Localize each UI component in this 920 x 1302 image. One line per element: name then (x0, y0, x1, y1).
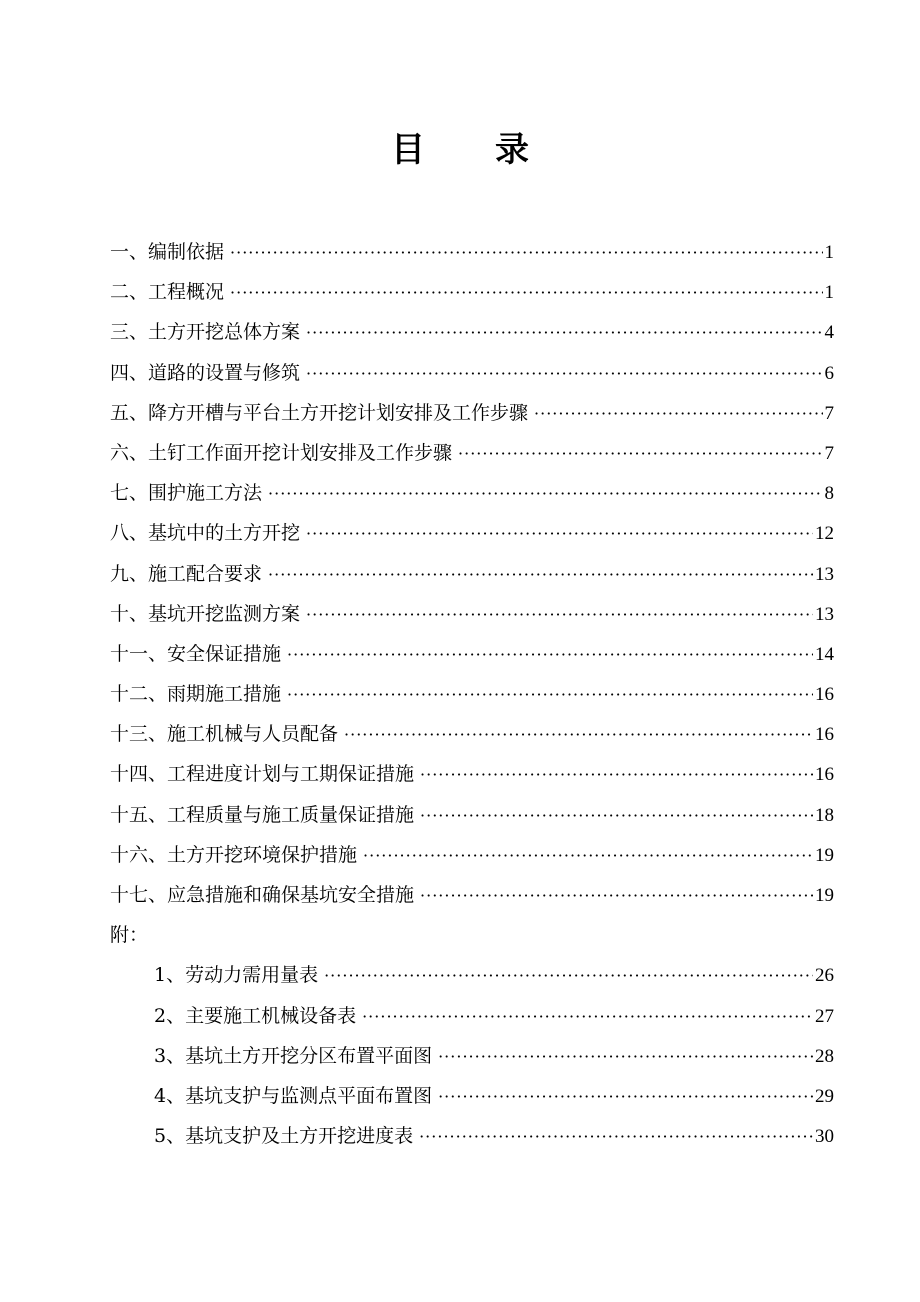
toc-entry[interactable] (110, 1076, 834, 1116)
toc-entry-page-number: 7 (824, 442, 834, 464)
toc-entry-label: 十三、施工机械与人员配备 (110, 723, 339, 746)
toc-entry[interactable] (110, 795, 834, 835)
toc-entry-label: 5、基坑支护及土方开挖进度表 (154, 1125, 414, 1148)
toc-entry-label: 四、道路的设置与修筑 (110, 361, 301, 384)
toc-entry-page-number: 19 (815, 885, 834, 906)
title-char-1: 目 (391, 130, 425, 170)
toc-entry-label: 五、降方开槽与平台土方开挖计划安排及工作步骤 (110, 401, 529, 424)
toc-entry-label: 十四、工程进度计划与工期保证措施 (110, 763, 415, 786)
toc-entry-page-number: 27 (815, 1005, 834, 1027)
toc-leader-dots (287, 635, 813, 675)
toc-entry-page-number: 7 (824, 402, 834, 424)
toc-entry-page-number: 6 (824, 362, 834, 384)
appendix-heading: 附： (110, 924, 149, 947)
toc-entry[interactable] (110, 955, 834, 995)
toc-leader-dots (420, 796, 813, 836)
toc-entry-label: 九、施工配合要求 (110, 562, 263, 585)
toc-entry-label: 2、主要施工机械设备表 (154, 1004, 357, 1027)
toc-leader-dots (268, 555, 813, 595)
toc-entry-label: 3、基坑土方开挖分区布置平面图 (154, 1044, 433, 1067)
toc-entry-label: 4、基坑支护与监测点平面布置图 (154, 1084, 433, 1107)
toc-entry[interactable] (110, 875, 834, 915)
toc-entry-page-number: 28 (815, 1045, 834, 1067)
table-of-contents (110, 232, 834, 1156)
toc-entry[interactable] (110, 554, 834, 594)
toc-entry[interactable] (110, 393, 834, 433)
toc-entry-page-number: 13 (815, 603, 834, 625)
toc-entry-label: 三、土方开挖总体方案 (110, 321, 301, 344)
toc-leader-dots (420, 755, 813, 795)
toc-entry-label: 十六、土方开挖环境保护措施 (110, 843, 358, 866)
toc-entry[interactable] (110, 714, 834, 754)
page-title (0, 128, 920, 172)
toc-entry[interactable] (110, 232, 834, 272)
toc-entry[interactable] (110, 674, 834, 714)
toc-entry[interactable] (110, 634, 834, 674)
toc-entry-page-number: 18 (815, 804, 834, 826)
toc-leader-dots (458, 434, 822, 474)
toc-leader-dots (324, 956, 813, 996)
toc-entry-page-number: 13 (815, 563, 834, 585)
toc-entry-page-number: 1 (824, 282, 834, 304)
toc-entry-page-number: 14 (815, 643, 834, 665)
toc-entry-label: 一、编制依据 (110, 241, 225, 263)
toc-leader-dots (363, 836, 813, 876)
toc-entry-page-number: 30 (815, 1126, 834, 1148)
toc-entry[interactable] (110, 473, 834, 513)
toc-leader-dots (230, 273, 822, 313)
title-char-2: 录 (495, 130, 529, 170)
toc-entry-label: 六、土钉工作面开挖计划安排及工作步骤 (110, 441, 453, 464)
toc-leader-dots (419, 1117, 813, 1157)
toc-entry[interactable] (110, 835, 834, 875)
toc-entry-label: 十二、雨期施工措施 (110, 683, 282, 706)
toc-entry-label: 二、工程概况 (110, 281, 225, 304)
toc-entry-label: 十、基坑开挖监测方案 (110, 602, 301, 625)
toc-leader-dots (534, 394, 822, 434)
toc-leader-dots (306, 514, 813, 554)
toc-entry-label: 十七、应急措施和确保基坑安全措施 (110, 884, 415, 906)
toc-leader-dots (306, 354, 822, 394)
toc-leader-dots (306, 313, 822, 353)
toc-entry-page-number: 4 (824, 322, 834, 344)
toc-leader-dots (306, 595, 813, 635)
toc-entry-label: 八、基坑中的土方开挖 (110, 522, 301, 545)
toc-leader-dots (268, 474, 822, 514)
toc-entry[interactable] (110, 433, 834, 473)
toc-leader-dots (438, 1037, 813, 1077)
toc-entry[interactable] (110, 353, 834, 393)
toc-leader-dots (344, 715, 813, 755)
toc-entry[interactable] (110, 1036, 834, 1076)
toc-entry[interactable] (110, 513, 834, 553)
toc-entry-page-number: 16 (815, 764, 834, 786)
toc-leader-dots (420, 876, 813, 916)
toc-entry-page-number: 29 (815, 1085, 834, 1107)
toc-entry-page-number: 8 (824, 483, 834, 505)
toc-entry-label: 七、围护施工方法 (110, 482, 263, 505)
toc-entry-page-number: 12 (815, 523, 834, 545)
toc-entry-page-number: 16 (815, 684, 834, 706)
toc-entry-label: 十一、安全保证措施 (110, 642, 282, 665)
toc-entry-page-number: 26 (815, 965, 834, 987)
toc-entry-label: 1、劳动力需用量表 (154, 964, 319, 987)
toc-leader-dots (438, 1077, 813, 1117)
toc-entry[interactable] (110, 754, 834, 794)
toc-entry[interactable] (110, 594, 834, 634)
toc-leader-dots (230, 233, 822, 273)
toc-entry-label: 十五、工程质量与施工质量保证措施 (110, 803, 415, 826)
toc-entry-page-number: 19 (815, 844, 834, 866)
toc-entry[interactable] (110, 272, 834, 312)
toc-entry-page-number: 1 (824, 242, 834, 263)
toc-entry[interactable] (110, 312, 834, 352)
toc-entry[interactable] (110, 1116, 834, 1156)
toc-entry[interactable] (110, 996, 834, 1036)
toc-leader-dots (362, 997, 813, 1037)
toc-leader-dots (287, 675, 813, 715)
toc-entry-page-number: 16 (815, 724, 834, 746)
